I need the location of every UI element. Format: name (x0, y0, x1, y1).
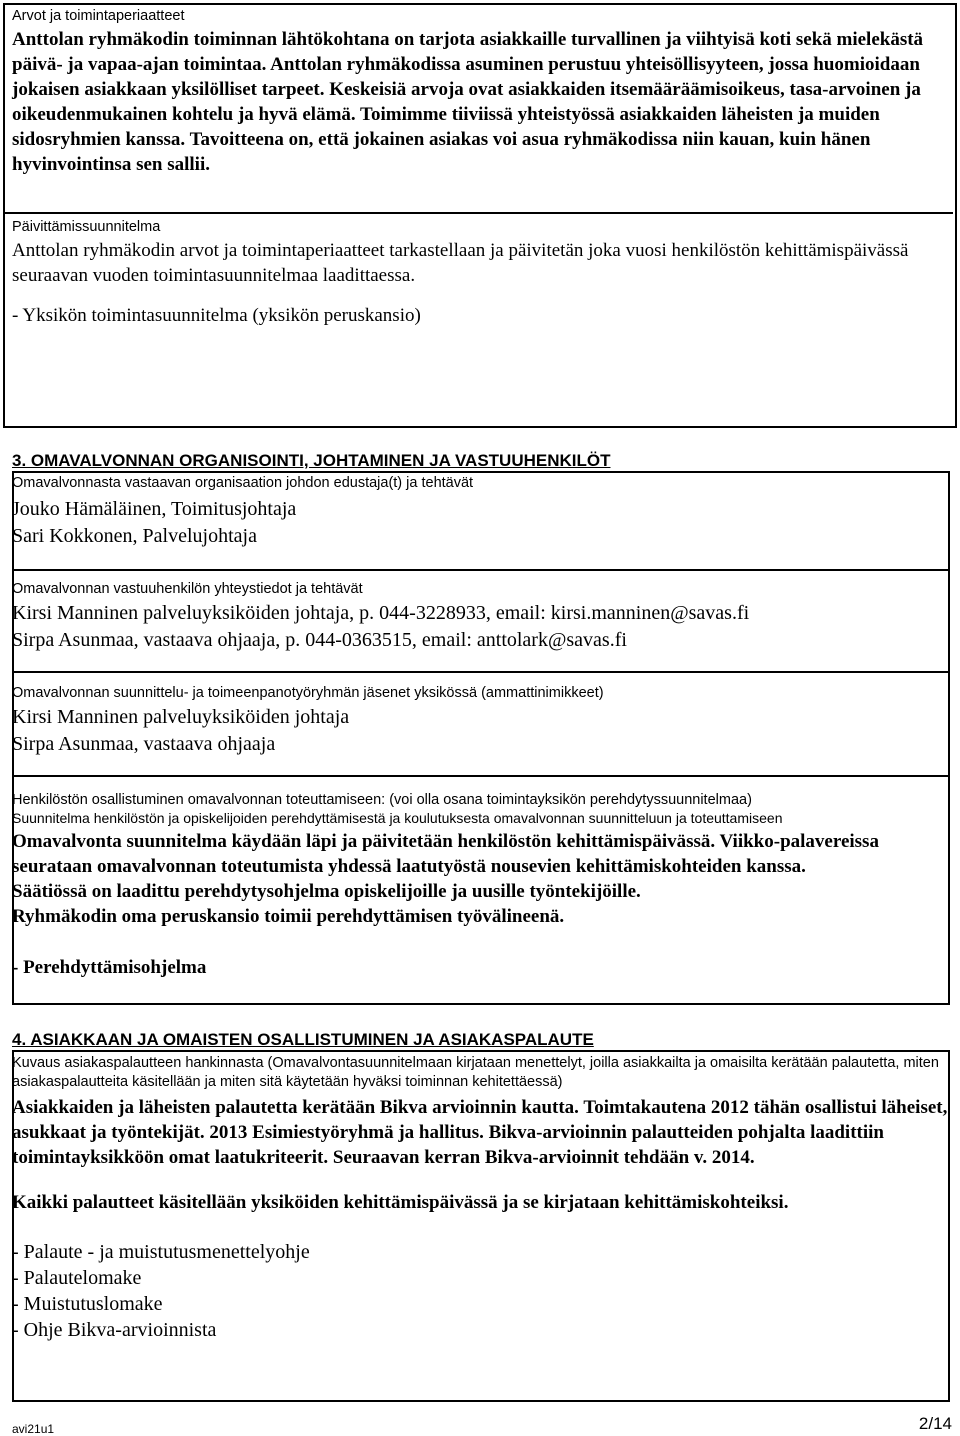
values-text: Anttolan ryhmäkodin toiminnan lähtökohtana on tarjota asiakkaille turvallinen ja viihtyisä koti sekä mielekästä päivä- ja vapaa-ajan toimintaa. Anttolan ryhmäkodissa asuminen perustuu yhteisöllisyyteen, jossa huomioidaan jokaisen asiakkaan yksilölliset tarpeet. Keskeisiä arvoja ovat asiakkaiden itsemääräämisoikeus, tasa-arvoinen ja oikeudenmukainen kohtelu ja hyvä elämä. Toimimme tiiviissä yhteistyössä asiakkaiden läheisten ja muiden sidosryhmien kanssa. Tavoitteena on, että jokainen asiakas voi asua ryhmäkodissa niin kauan, kuin hänen hyvinvointinsa sen sallii. (12, 29, 924, 175)
feedback-para-1: Asiakkaiden ja läheisten palautetta kerätään Bikva arvioinnin kautta. Toimtakautena 2012 tähän osallistui läheiset, asukkaat ja työntekijät. 2013 Esimiestyöryhmä ja hallitus. Bikva-arvioinnin palautteiden pohjalta laadittiin toimintayksikköön omat laatukriteerit. Seuraavan kerran Bikva-arvioinnit tehdään v. 2014. (12, 1097, 948, 1168)
s4-top-rule (12, 1050, 950, 1052)
staff-line-2: Säätiössä on laadittu perehdytysohjelma opiskelijoille ja uusille työntekijöille. (12, 881, 641, 902)
update-label: Päivittämissuunnitelma (12, 219, 161, 235)
s4-right-border (948, 1050, 950, 1400)
org-line-1: Jouko Hämäläinen, Toimitusjohtaja (12, 498, 297, 520)
feedback-link-4[interactable]: - Ohje Bikva-arvioinnista (12, 1319, 217, 1341)
feedback-para-2: Kaikki palautteet käsitellään yksiköiden kehittämispäivässä ja se kirjataan kehittämiskohteiksi. (12, 1192, 789, 1213)
team-label: Omavalvonnan suunnittelu- ja toimeenpanotyöryhmän jäsenet yksikössä (ammattinimikkeet) (12, 685, 604, 701)
staff-line-3: Ryhmäkodin oma peruskansio toimii perehdyttämisen työvälineenä. (12, 906, 565, 927)
staff-label-1: Henkilöstön osallistuminen omavalvonnan toteuttamiseen: (voi olla osana toimintayksikön perehdytyssuunnitelmaa) (12, 792, 752, 808)
s3-top-rule (12, 471, 950, 473)
values-label: Arvot ja toimintaperiaatteet (12, 8, 185, 24)
feedback-links (12, 1239, 948, 1343)
page-number: 2/14 (918, 1414, 952, 1433)
s3-rule-3 (12, 775, 950, 777)
contact-line-2: Sirpa Asunmaa, vastaava ohjaaja, p. 044-0363515, email: anttolark@savas.fi (12, 629, 627, 651)
s4-bottom-rule (12, 1400, 950, 1402)
contact-section (12, 580, 952, 654)
s3-rule-1 (12, 569, 950, 571)
contact-label: Omavalvonnan vastuuhenkilön yhteystiedot ja tehtävät (12, 581, 363, 597)
org-line-2: Sari Kokkonen, Palvelujohtaja (12, 525, 257, 547)
staff-link[interactable]: - Perehdyttämisohjelma (12, 957, 207, 978)
update-link[interactable]: - Yksikön toimintasuunnitelma (yksikön peruskansio) (12, 305, 421, 326)
team-line-2: Sirpa Asunmaa, vastaava ohjaaja (12, 733, 276, 755)
update-section (12, 218, 952, 328)
staff-label-2: Suunnitelma henkilöstön ja opiskelijoiden perehdyttämisestä ja koulutuksesta omavalvonnan suunnitteluun ja toteuttamiseen (12, 810, 783, 826)
staff-section (12, 791, 952, 980)
org-section (12, 474, 952, 550)
update-text: Anttolan ryhmäkodin arvot ja toimintaperiaatteet tarkastellaan ja päivitetän joka vuosi henkilöstön kehittämispäivässä seuraavan vuoden toimintasuunnitelmaa laadittaessa. (12, 240, 909, 286)
values-divider (3, 212, 953, 214)
section3-heading: 3. OMAVALVONNAN ORGANISOINTI, JOHTAMINEN JA VASTUUHENKILÖT (12, 451, 611, 470)
section4-heading: 4. ASIAKKAAN JA OMAISTEN OSALLISTUMINEN JA ASIAKASPALAUTE (12, 1030, 594, 1049)
values-section (12, 7, 952, 177)
feedback-label: Kuvaus asiakaspalautteen hankinnasta (Omavalvontasuunnitelmaan kirjataan menettelyt, joilla asiakkailta ja omaisilta kerätään palautetta, miten asiakaspalautteita käsitellään ja miten sitä käytetään hyväksi toiminnan kehitettäessä) (12, 1055, 939, 1090)
org-label: Omavalvonnasta vastaavan organisaation johdon edustaja(t) ja tehtävät (12, 475, 474, 491)
feedback-link-3[interactable]: - Muistutuslomake (12, 1293, 163, 1315)
feedback-link-2[interactable]: - Palautelomake (12, 1267, 142, 1289)
team-section (12, 684, 952, 758)
footer-code: avi21u1 (12, 1422, 55, 1436)
feedback-section (12, 1054, 948, 1343)
team-line-1: Kirsi Manninen palveluyksiköiden johtaja (12, 706, 350, 728)
feedback-link-1[interactable]: - Palaute - ja muistutusmenettelyohje (12, 1241, 310, 1263)
contact-line-1: Kirsi Manninen palveluyksiköiden johtaja, p. 044-3228933, email: kirsi.manninen@savas.fi (12, 602, 750, 624)
s3-rule-2 (12, 671, 950, 673)
staff-para: Omavalvonta suunnitelma käydään läpi ja päivitetään henkilöstön kehittämispäivässä. Viikko-palavereissa seurataan omavalvonnan toteutumista yhdessä laatutyöstä nousevien kehittämiskohteiden kanssa. (12, 831, 879, 877)
s3-bottom-rule (12, 1003, 950, 1005)
